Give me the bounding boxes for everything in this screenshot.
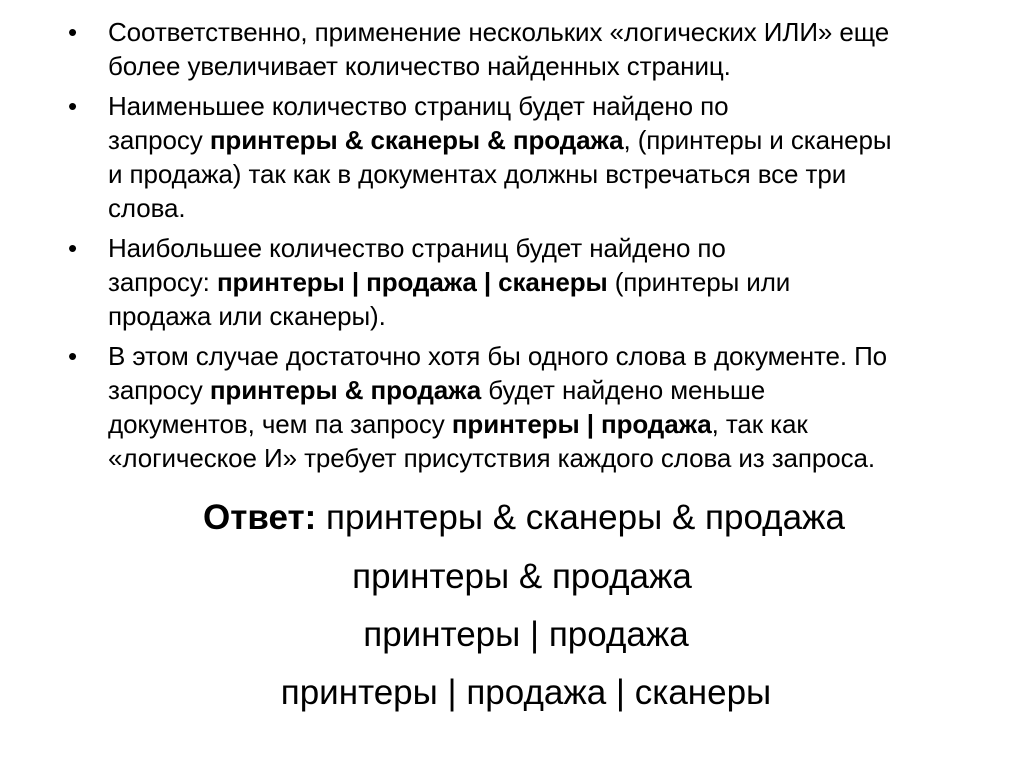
query-text: принтеры & продажа bbox=[209, 375, 482, 405]
answer-text-1: принтеры & сканеры & продажа bbox=[316, 498, 845, 537]
bullet-dot-icon: • bbox=[68, 17, 78, 47]
answer-line-3 bbox=[14, 615, 1024, 655]
bullet-dot-icon: • bbox=[68, 341, 78, 371]
bullet-text: Наименьшее количество страниц будет найдено по bbox=[108, 91, 729, 121]
bullet-text: Наибольшее количество страниц будет найдено по bbox=[108, 233, 726, 263]
bullet-text: , (принтеры и сканеры bbox=[623, 125, 892, 155]
answer-line-4 bbox=[14, 673, 1024, 713]
bullet-line bbox=[108, 89, 988, 123]
bullet-text: запросу bbox=[108, 125, 210, 155]
bullet-line bbox=[108, 157, 988, 191]
bullet-text: более увеличивает количество найденных страниц. bbox=[108, 51, 731, 81]
bullet-line bbox=[108, 231, 988, 265]
bullet-line bbox=[108, 441, 988, 475]
bullet-line bbox=[108, 123, 988, 157]
bullet-text: продажа или сканеры). bbox=[108, 301, 386, 331]
bullet-item bbox=[68, 231, 988, 333]
bullet-text: слова. bbox=[108, 193, 186, 223]
bullet-text: запросу bbox=[108, 375, 210, 405]
answer-label: Ответ: bbox=[203, 498, 317, 537]
bullet-text: и продажа) так как в документах должны встречаться все три bbox=[108, 159, 847, 189]
answer-line-1 bbox=[12, 498, 1024, 538]
bullet-dot-icon: • bbox=[68, 91, 78, 121]
bullet-line bbox=[108, 15, 988, 49]
query-text: принтеры | продажа | сканеры bbox=[216, 267, 608, 297]
bullet-text: будет найдено меньше bbox=[481, 375, 766, 405]
answer-text-3: принтеры | продажа bbox=[363, 615, 689, 654]
bullet-item bbox=[68, 15, 988, 83]
answer-text-4: принтеры | продажа | сканеры bbox=[280, 673, 772, 712]
bullet-item bbox=[68, 89, 988, 225]
bullet-line bbox=[108, 339, 988, 373]
answer-line-2 bbox=[10, 557, 1024, 597]
bullet-item bbox=[68, 339, 988, 475]
bullet-line bbox=[108, 49, 988, 83]
bullet-line bbox=[108, 265, 988, 299]
bullet-text: (принтеры или bbox=[607, 267, 791, 297]
answer-text-2: принтеры & продажа bbox=[352, 557, 692, 596]
bullet-line bbox=[108, 299, 988, 333]
bullet-line bbox=[108, 373, 988, 407]
bullet-line bbox=[108, 407, 988, 441]
bullet-text: документов, чем па запросу bbox=[108, 409, 452, 439]
bullet-text: «логическое И» требует присутствия каждого слова из запроса. bbox=[108, 443, 875, 473]
query-text: принтеры & сканеры & продажа bbox=[209, 125, 624, 155]
query-text: принтеры | продажа bbox=[451, 409, 712, 439]
bullet-list bbox=[68, 15, 988, 481]
bullet-text: запросу: bbox=[108, 267, 217, 297]
bullet-text: В этом случае достаточно хотя бы одного слова в документе. По bbox=[108, 341, 888, 371]
bullet-dot-icon: • bbox=[68, 233, 78, 263]
bullet-text: , так как bbox=[711, 409, 808, 439]
bullet-line bbox=[108, 191, 988, 225]
bullet-text: Соответственно, применение нескольких «логических ИЛИ» еще bbox=[108, 17, 890, 47]
